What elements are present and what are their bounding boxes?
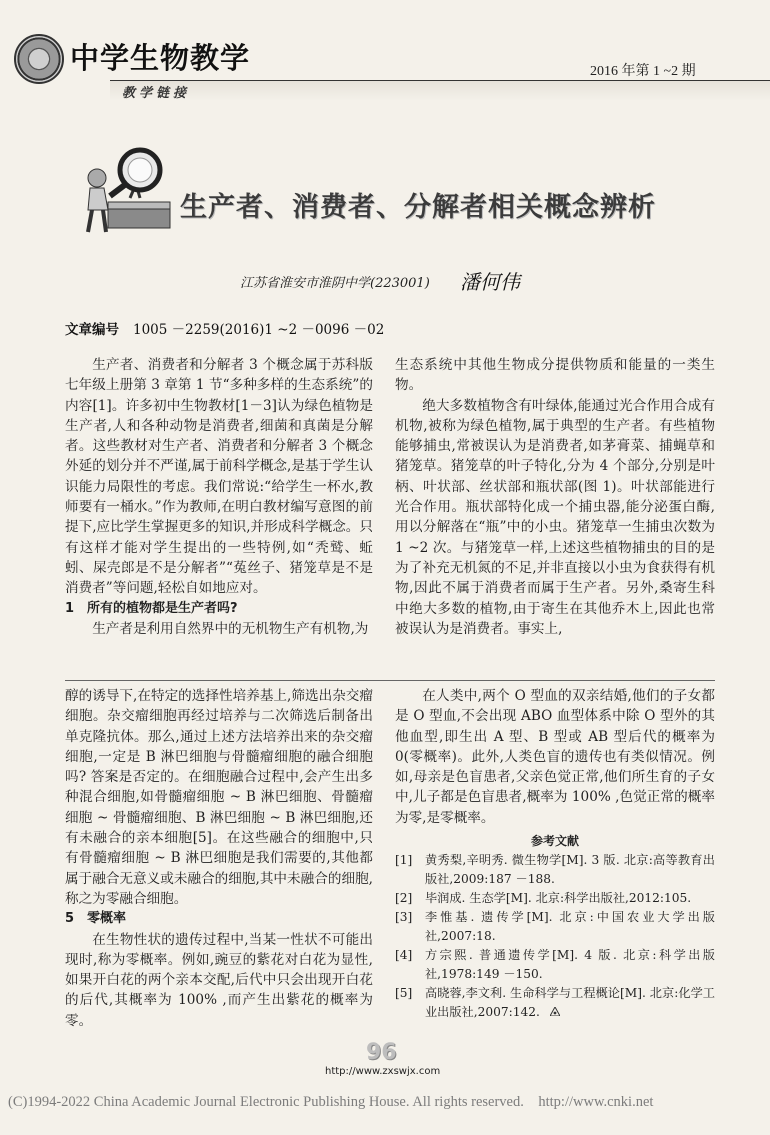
section-5-heading: 5 零概率	[65, 911, 127, 927]
journal-name: 中学生物教学	[70, 41, 251, 75]
reference-item	[395, 908, 715, 946]
journal-seal-logo	[14, 34, 64, 84]
right-column-lower	[395, 686, 715, 1022]
issue-label: 2016 年第 1 ~2 期	[590, 64, 696, 79]
section-label: 教学链接	[122, 86, 191, 101]
section-band	[110, 80, 770, 101]
magnifier-figure-icon	[70, 140, 180, 240]
reference-text: 李惟基. 遗传学[M]. 北京:中国农业大学出版社,2007:18.	[425, 910, 715, 944]
section-1-paragraph-2: 绝大多数植物含有叶绿体,能通过光合作用合成有机物,被称为绿色植物,属于典型的生产者。有些植物能够捕虫,常被误认为是消费者,如茅膏菜、捕蝇草和猪笼草。猪笼草的叶子特化,分为 4 个部分,分别是叶柄、叶状部、丝状部和瓶状部(图 1)。叶状部能进行光合作用。瓶状部特化成一个捕虫器,能分泌蛋白酶,用以分解落在“瓶”中的小虫。猪笼草一生捕虫次数为 1 ~2 次。与猪笼草一样,上述这些植物捕虫的目的是为了补充无机氮的不足,并非直接以小虫为食获得有机物,因此不属于消费者而属于生产者。另外,桑寄生科中绝大多数的植物,由于寄生在其他乔木上,因此也常被误认为是消费者。事实上,	[395, 397, 715, 637]
reference-text: 方宗熙. 普通遗传学[M]. 4 版. 北京:科学出版社,1978:149 －150.	[425, 948, 715, 982]
reference-number: [2]	[395, 891, 413, 906]
article-title: 生产者、消费者、分解者相关概念辨析	[180, 192, 656, 223]
reference-text: 黄秀梨,辛明秀. 微生物学[M]. 3 版. 北京:高等教育出版社,2009:187 －188.	[425, 853, 715, 887]
references-title: 参考文献	[530, 834, 579, 849]
section-5-paragraph-2: 在人类中,两个 O 型血的双亲结婚,他们的子女都是 O 型血,不会出现 ABO 血型体系中除 O 型外的其他血型,即生出 A 型、B 型或 AB 型后代的概率为 0(零概率)。此外,人类色盲的遗传也有类似情况。例如,母亲是色盲患者,父亲色觉正常,他们所生育的子女中,儿子都是色盲患者,概率为 100% ,色觉正常的概率为零,是零概率。	[395, 688, 715, 826]
reference-number: [4]	[395, 948, 413, 963]
reference-item	[395, 946, 715, 984]
end-triangle-icon	[550, 1007, 560, 1016]
section-1-paragraph-start: 生产者是利用自然界中的无机物生产有机物,为	[92, 620, 369, 637]
section-divider	[65, 680, 715, 681]
journal-url[interactable]: http://www.zxswjx.com	[325, 1066, 441, 1077]
intro-paragraph: 生产者、消费者和分解者 3 个概念属于苏科版七年级上册第 3 章第 1 节“多种多样的生态系统”的内容[1]。许多初中生物教材[1－3]认为绿色植物是生产者,人和各种动物是消费者,细菌和真菌是分解者。这些教材对生产者、消费者和分解者 3 个概念外延的划分并不严谨,属于前科学概念,是基于学生认识能力局限性的考虑。我们常说:“给学生一杯水,教师要有一桶水。”作为教师,在明白教材编写意图的前提下,应比学生掌握更多的知识,并形成科学概念。只有这样才能对学生提出的一些特例,如“秃鹫、蚯蚓、屎壳郎是不是分解者”“菟丝子、猪笼草是不是消费者”等问题,轻松自如地应对。	[65, 357, 373, 597]
copyright-text: (C)1994-2022 China Academic Journal Electronic Publishing House. All rights reserved.	[8, 1094, 524, 1110]
reference-item	[395, 889, 715, 908]
reference-item	[395, 851, 715, 889]
cnki-url[interactable]: http://www.cnki.net	[538, 1094, 654, 1110]
copyright-footer	[8, 1094, 653, 1111]
reference-item	[395, 984, 715, 1022]
reference-text: 高晓蓉,李文利. 生命科学与工程概论[M]. 北京:化学工业出版社,2007:142.	[425, 986, 715, 1020]
left-column-upper	[65, 355, 373, 639]
reference-text: 毕润成. 生态学[M]. 北京:科学出版社,2012:105.	[425, 891, 692, 906]
right-column-upper	[395, 355, 715, 639]
section-5-paragraph: 在生物性状的遗传过程中,当某一性状不可能出现时,称为零概率。例如,豌豆的紫花对白花为显性,如果开白花的两个亲本交配,后代中只会出现开白花的后代,其概率为 100% ,而产生出紫花的概率为零。	[65, 931, 373, 1029]
references	[395, 832, 715, 1022]
reference-number: [1]	[395, 853, 413, 868]
author-affiliation: 江苏省淮安市淮阴中学(223001)	[240, 276, 430, 291]
document-number	[65, 318, 384, 338]
reference-number: [3]	[395, 910, 413, 925]
document-number-value: 1005 －2259(2016)1 ~2 －0096 －02	[133, 322, 385, 338]
document-number-label: 文章编号	[65, 322, 119, 338]
page-number: 96	[366, 1040, 397, 1065]
reference-number: [5]	[395, 986, 413, 1001]
section-4-paragraph-cont: 醇的诱导下,在特定的选择性培养基上,筛选出杂交瘤细胞。杂交瘤细胞再经过培养与二次筛选后制备出单克隆抗体。那么,通过上述方法培养出来的杂交瘤细胞,一定是 B 淋巴细胞与骨髓瘤细胞的融合细胞吗? 答案是否定的。在细胞融合过程中,会产生出多种混合细胞,如骨髓瘤细胞 ~ B 淋巴细胞、骨髓瘤细胞 ~ 骨髓瘤细胞、B 淋巴细胞 ~ B 淋巴细胞,还有未融合的亲本细胞[5]。在这些融合的细胞中,只有骨髓瘤细胞 ~ B 淋巴细胞是我们需要的,其他都属于融合无意义或未融合的细胞,其中未融合的细胞,称之为零融合细胞。	[65, 688, 373, 907]
left-column-lower	[65, 686, 373, 1031]
author-name: 潘何伟	[460, 270, 520, 294]
section-1-paragraph-cont: 生态系统中其他生物成分提供物质和能量的一类生物。	[395, 357, 715, 394]
section-1-heading: 1 所有的植物都是生产者吗?	[65, 600, 238, 616]
